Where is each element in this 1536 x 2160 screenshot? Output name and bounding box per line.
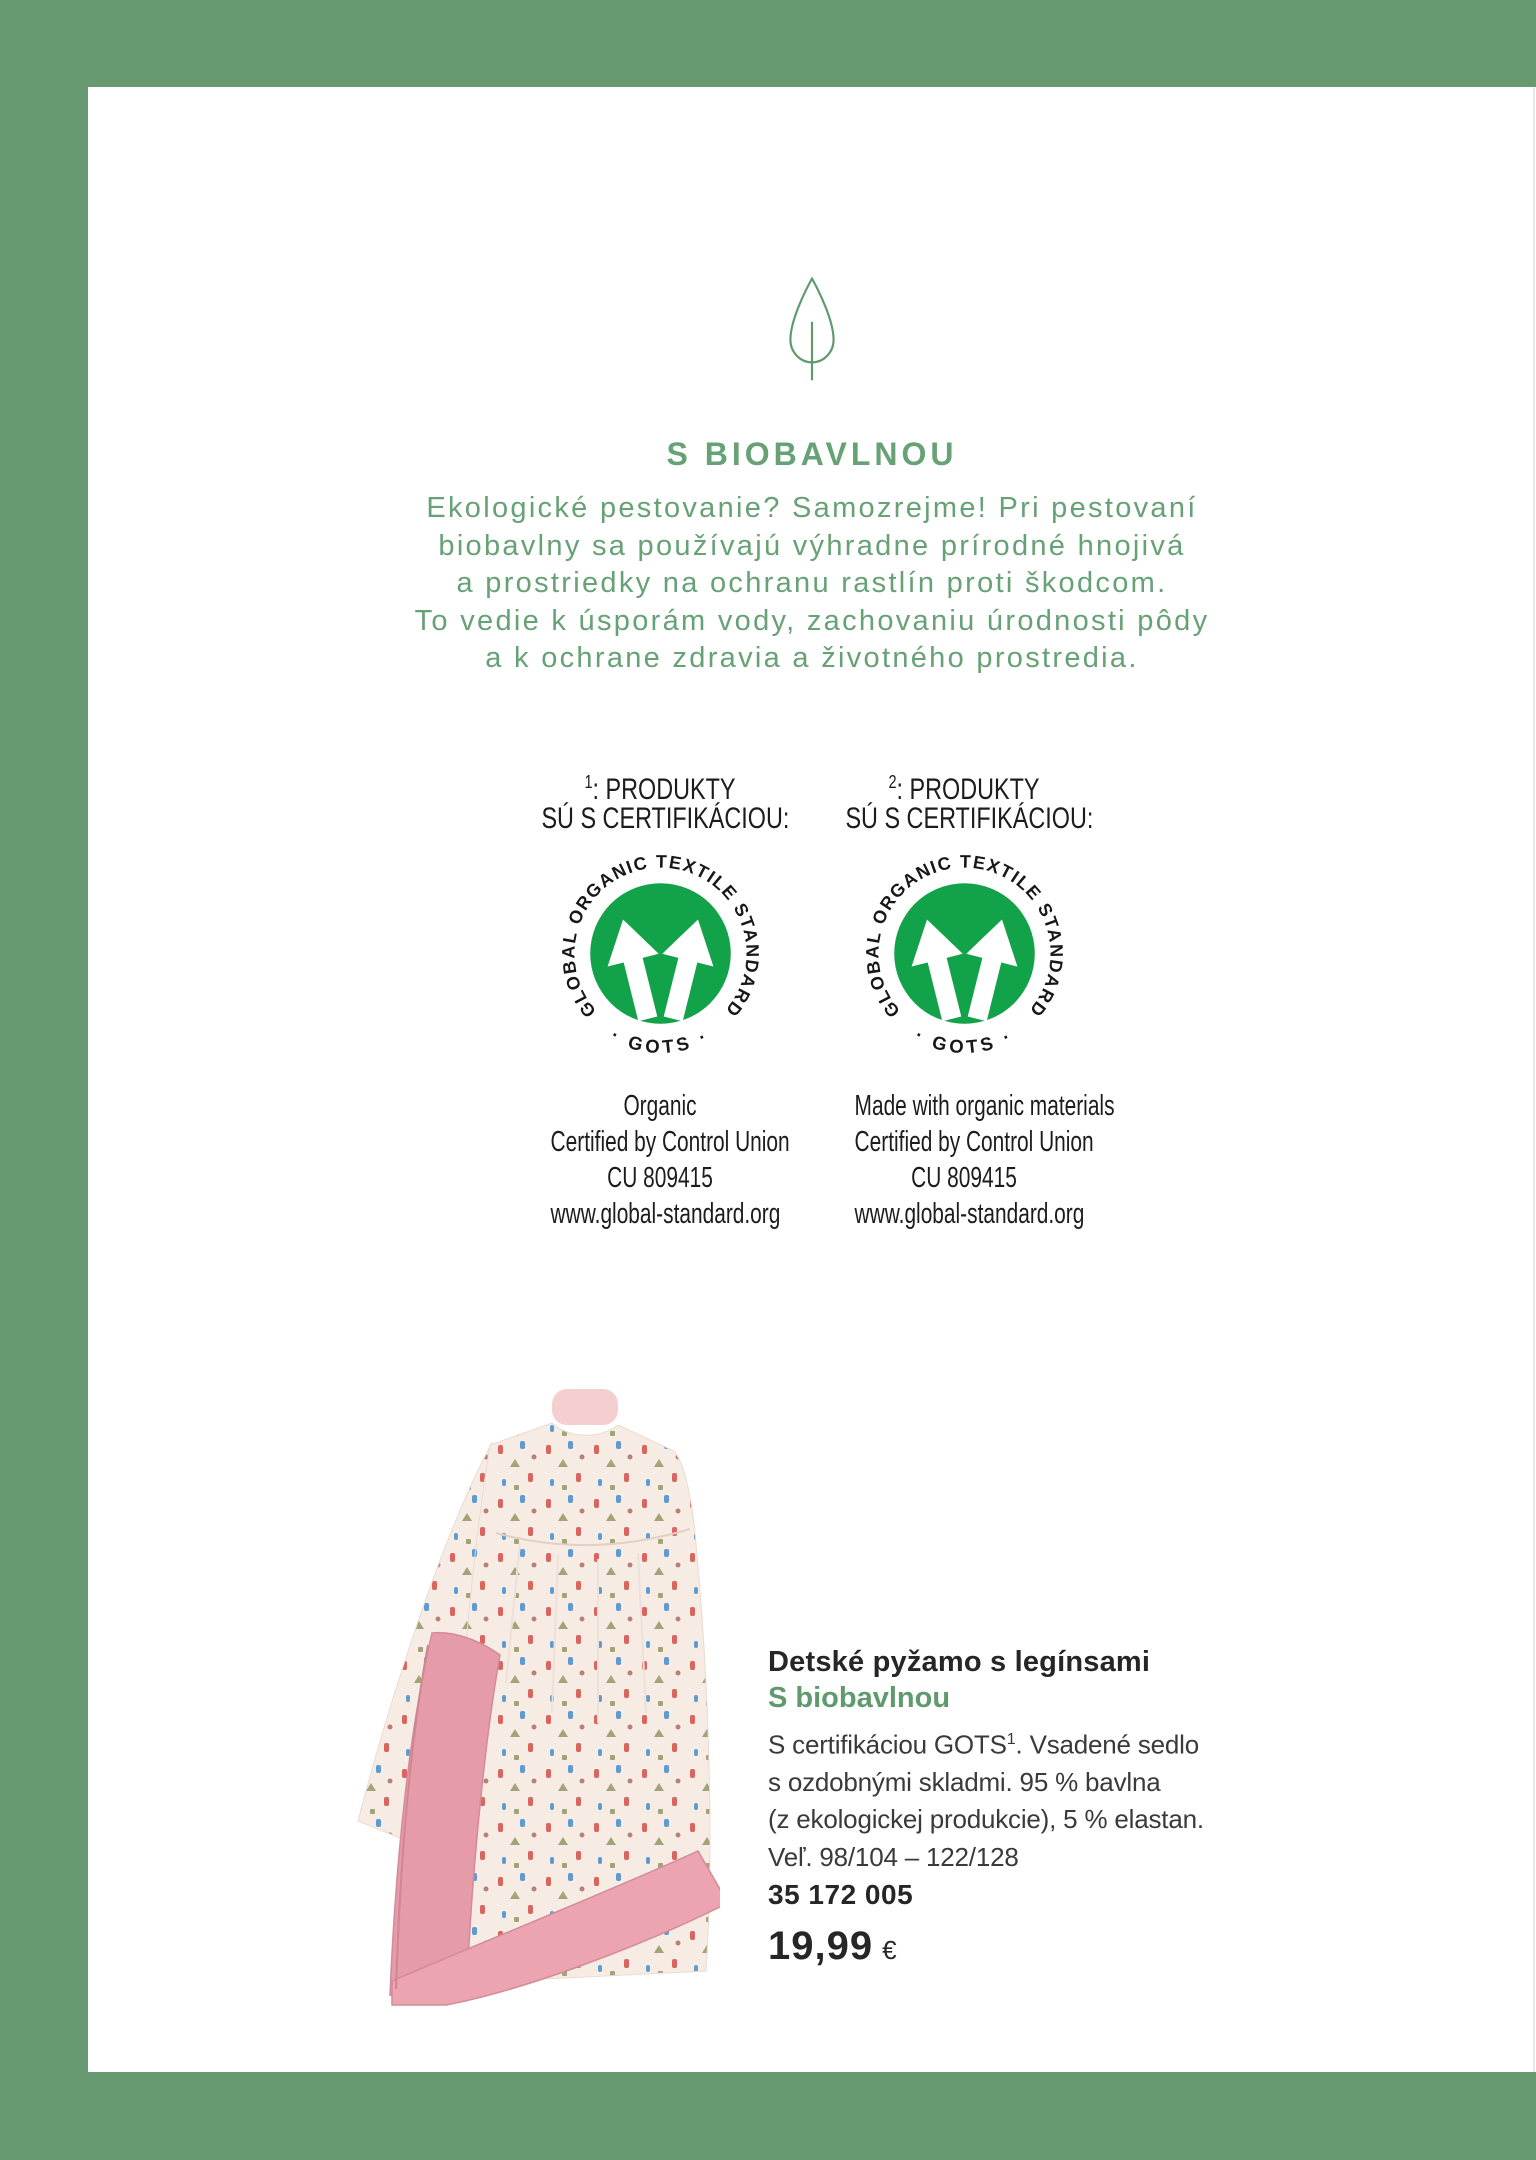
cert-caption: Organic Certified by Control Union CU 809415 www.global-standard.org (550, 1090, 790, 1230)
product-size-range: Veľ. 98/104 – 122/128 (768, 1841, 1019, 1872)
intro-paragraph (88, 490, 1536, 678)
cert-ref-label: $^2$: PRODUKTY SÚ S CERTIFIKÁCIOU: (845, 771, 1094, 835)
currency-symbol: € (882, 1935, 898, 1966)
product-photo (300, 1383, 720, 2007)
product-info (768, 1644, 1328, 1969)
description-line: (z ekologickej produkcie), 5 % elastan. (768, 1804, 1204, 1835)
leaf-icon (785, 270, 839, 388)
cert-column-made-with (812, 767, 1116, 1232)
certification-row (88, 767, 1536, 1232)
product-description (768, 1721, 1328, 1913)
cert-ref-label: $^1$: PRODUKTY SÚ S CERTIFIKÁCIOU: (541, 771, 790, 835)
catalog-card (88, 87, 1536, 2072)
paragraph-line: a prostriedky na ochranu rastlín proti škodcom. (456, 567, 1168, 599)
description-line: s ozdobnými skladmi. 95 % bavlna (768, 1766, 1161, 1797)
gots-ring-text: GLOBAL ORGANIC TEXTILE STANDARD (861, 851, 1067, 1022)
page-edge-line (1533, 87, 1535, 2072)
cert-caption: Made with organic materials Certified by Control Union CU 809415 www.global-standard.org (854, 1090, 1115, 1230)
price-value: 19,99 (768, 1924, 874, 1969)
description-line: S certifikáciou GOTS$^1$. Vsadené sedlo (768, 1729, 1199, 1760)
paragraph-line: Ekologické pestovanie? Samozrejme! Pri pestovaní (426, 492, 1198, 524)
paragraph-line: To vedie k úsporám vody, zachovaniu úrodnosti pôdy (414, 604, 1210, 637)
paragraph-line: a k ochrane zdravia a životného prostredia. (485, 642, 1139, 674)
gots-ring-text-bottom: · GOTS · (607, 1024, 713, 1056)
product-sku: 35 172 005 (768, 1878, 914, 1910)
gots-ring-text: GLOBAL ORGANIC TEXTILE STANDARD (557, 851, 763, 1022)
gots-logo (862, 851, 1067, 1056)
section-heading: S BIOBAVLNOU (666, 436, 958, 472)
product-subtitle: S biobavlnou (768, 1682, 951, 1714)
paragraph-line: biobavlny sa používajú výhradne prírodné hnojivá (438, 529, 1186, 562)
product-title: Detské pyžamo s legínsami (768, 1646, 1151, 1678)
gots-logo (558, 851, 763, 1056)
gots-ring-text-bottom: · GOTS · (911, 1024, 1017, 1056)
product-price (768, 1924, 1328, 1969)
cert-column-organic (508, 767, 812, 1232)
